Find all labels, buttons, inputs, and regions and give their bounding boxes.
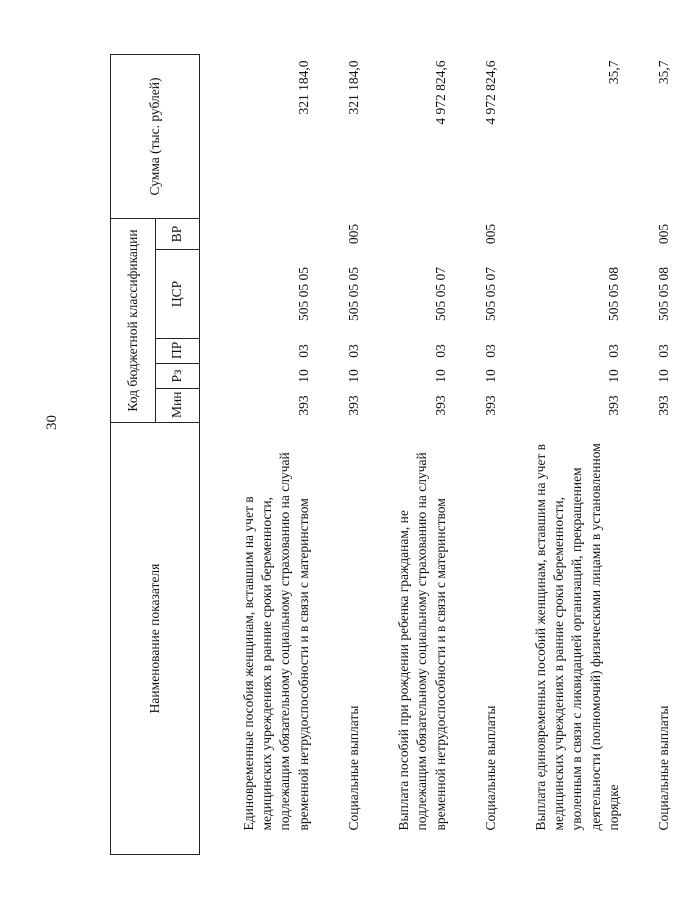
row-pr: 03 (295, 344, 311, 358)
row-sum: 35,7 (605, 60, 621, 85)
header-code-group: Код бюджетной классификации (111, 218, 156, 422)
row-name: Выплата единовременных пособий женщинам, вставшим на учет в медицинских учреждениях в ранние сроки беременности, уволенным в связи с ликвидацией организаций, прекращением деятельности (полномочий) физическими лицами в установленном порядке (532, 443, 621, 831)
budget-table (110, 54, 679, 855)
row-sum: 321 184,0 (345, 60, 361, 115)
row-min: 393 (345, 395, 361, 416)
row-name: Выплата пособий при рождении ребенка гражданам, не подлежащим обязательному социальному страхованию на случай временной нетрудоспособности и в связи с материнством (396, 452, 448, 831)
row-name: Социальные выплаты (345, 705, 361, 831)
row-vr (222, 218, 319, 249)
row-min: 393 (656, 395, 672, 416)
header-sum: Сумма (тыс. рублей) (111, 54, 200, 218)
row-vr: 005 (482, 223, 498, 245)
row-sum: 35,7 (656, 60, 672, 85)
header-pr: ПР (155, 339, 200, 364)
header-csr: ЦСР (155, 250, 200, 339)
row-sum: 4 972 824,6 (432, 60, 448, 125)
table-row (341, 54, 369, 854)
row-min: 393 (482, 395, 498, 416)
row-csr: 505 05 05 (295, 267, 311, 321)
table-row (478, 54, 506, 854)
table-header (111, 54, 200, 854)
row-rz: 10 (345, 369, 361, 383)
table-row (222, 54, 319, 854)
row-name: Социальные выплаты (482, 705, 498, 831)
row-pr: 03 (482, 344, 498, 358)
row-sum: 321 184,0 (295, 60, 311, 115)
row-pr: 03 (345, 344, 361, 358)
row-min: 393 (295, 395, 311, 416)
row-csr: 505 05 08 (656, 267, 672, 321)
row-name: Единовременные пособия женщинам, вставшим на учет в медицинских учреждениях в ранние сроки беременности, подлежащим обязательному социальному страхованию на случай временной нетрудоспособности и в связи с материнством (241, 452, 311, 831)
row-csr: 505 05 05 (345, 267, 361, 321)
row-name: Социальные выплаты (656, 705, 672, 831)
row-vr: 005 (345, 223, 361, 245)
row-sum: 4 972 824,6 (482, 60, 498, 125)
row-pr: 03 (656, 344, 672, 358)
row-rz: 10 (482, 369, 498, 383)
row-csr: 505 05 07 (432, 267, 448, 321)
header-vr: ВР (155, 218, 200, 249)
row-csr: 505 05 07 (482, 267, 498, 321)
header-rz: Рз (155, 364, 200, 389)
row-vr (528, 218, 629, 249)
page-number: 30 (44, 415, 60, 430)
header-name: Наименование показателя (111, 423, 200, 855)
row-rz: 10 (295, 369, 311, 383)
table-row (528, 54, 629, 854)
row-vr (391, 218, 456, 249)
row-csr: 505 05 08 (605, 267, 621, 321)
row-min: 393 (605, 395, 621, 416)
header-min: Мин (155, 389, 200, 423)
row-pr: 03 (432, 344, 448, 358)
row-rz: 10 (605, 369, 621, 383)
table-row (391, 54, 456, 854)
row-vr: 005 (656, 223, 672, 245)
row-pr: 03 (605, 344, 621, 358)
budget-table-wrapper (110, 55, 672, 855)
row-rz: 10 (656, 369, 672, 383)
row-rz: 10 (432, 369, 448, 383)
row-min: 393 (432, 395, 448, 416)
table-row (651, 54, 679, 854)
